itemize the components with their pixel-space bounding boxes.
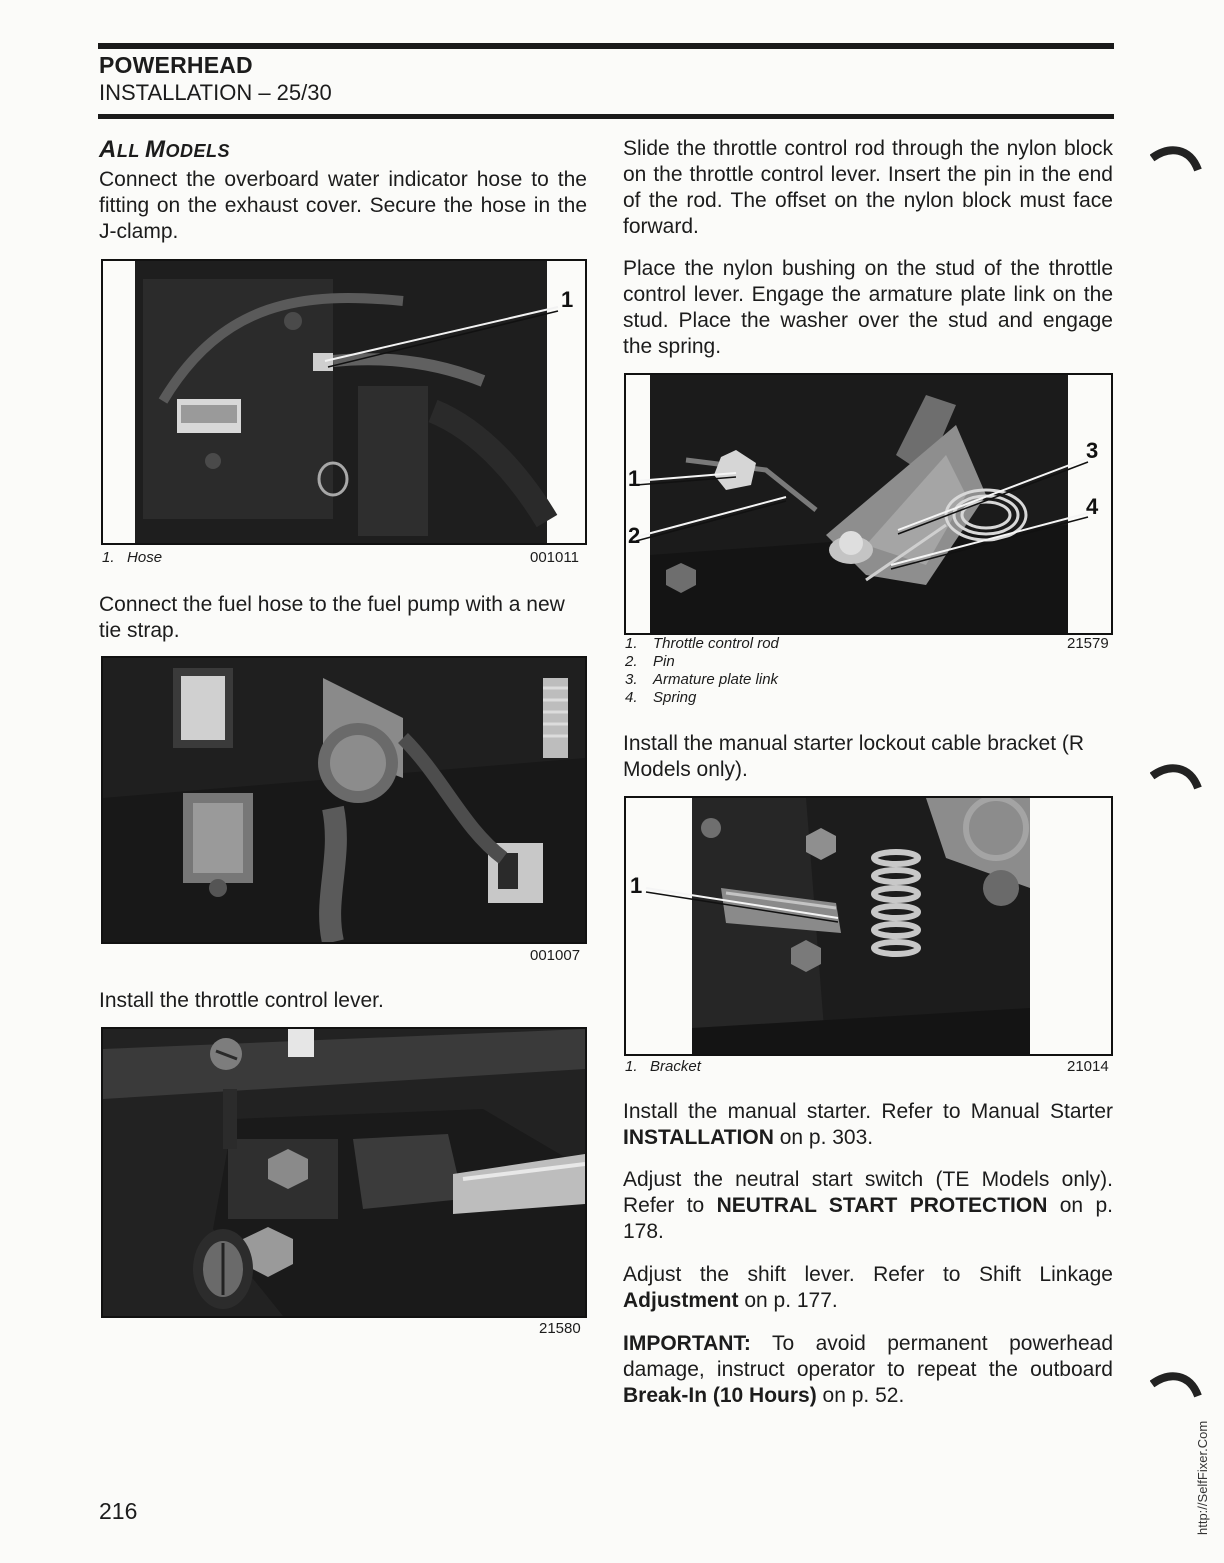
figure-hose-callout-1: 1 (561, 287, 574, 312)
figure-hose-caption: 1. Hose (102, 549, 163, 566)
binder-hole-mark (1150, 140, 1210, 190)
figure-fuel-pump-photo (101, 656, 587, 944)
figure-bracket-id: 21014 (1067, 1058, 1109, 1075)
binder-hole-mark (1150, 1366, 1210, 1416)
figure-throttle-rod-photo (624, 373, 1113, 635)
left-paragraph-3: Install the throttle control lever. (99, 989, 384, 1012)
header-rule-top (98, 43, 1114, 49)
right-paragraph-1: Slide the throttle control rod through the nylon block on the throttle control lever. Insert the pin in the end of the rod. The offset on the nylon block must face forward. (623, 137, 1113, 238)
right-paragraph-2: Place the nylon bushing on the stud of the throttle control lever. Engage the armature plate link on the stud. Place the washer over the stud and engage the spring. (623, 257, 1113, 358)
figure-bracket-callout-1: 1 (630, 873, 643, 898)
watermark-url: http://SelfFixer.Com (1195, 1420, 1210, 1535)
figure-throttle-rod-callout-2: 2 (628, 523, 641, 548)
binder-hole-mark (1150, 758, 1210, 808)
legend-item: 3. Armature plate link (625, 671, 779, 688)
figure-fuel-pump-id: 001007 (530, 947, 581, 964)
figure-throttle-rod-id: 21579 (1067, 635, 1109, 652)
figure-throttle-rod-callout-4: 4 (1086, 494, 1099, 519)
figure-throttle-rod-callout-1: 1 (628, 466, 641, 491)
page-number: 216 (99, 1498, 138, 1524)
section-heading: ALL MODELS (99, 136, 231, 163)
right-paragraph-4: Install the manual starter. Refer to Manual Starter INSTALLATION on p. 303. (623, 1100, 1113, 1149)
figure-throttle-lever-id: 21580 (539, 1320, 581, 1337)
legend-item: 4. Spring (625, 689, 697, 706)
left-paragraph-2: Connect the fuel hose to the fuel pump with a new tie strap. (99, 593, 565, 642)
figure-throttle-rod-legend (625, 635, 779, 707)
legend-item: 2. Pin (625, 653, 675, 670)
figure-throttle-rod-callout-3: 3 (1086, 438, 1099, 463)
left-paragraph-1: Connect the overboard water indicator hose to the fitting on the exhaust cover. Secure the hose in the J-clamp. (99, 168, 587, 243)
important-note: IMPORTANT: To avoid permanent powerhead damage, instruct operator to repeat the outboard Break-In (10 Hours) on p. 52. (623, 1332, 1113, 1407)
figure-hose-id: 001011 (530, 549, 579, 566)
figure-throttle-lever-photo (101, 1027, 587, 1318)
page-subtitle: INSTALLATION – 25/30 (99, 80, 332, 105)
figure-bracket-caption: 1. Bracket (625, 1058, 701, 1075)
right-paragraph-6: Adjust the shift lever. Refer to Shift Linkage Adjustment on p. 177. (623, 1263, 1113, 1312)
right-paragraph-5: Adjust the neutral start switch (TE Models only). Refer to NEUTRAL START PROTECTION on p. 178. (623, 1168, 1113, 1243)
legend-item: 1. Throttle control rod (625, 635, 779, 652)
right-paragraph-3: Install the manual starter lockout cable bracket (R Models only). (623, 732, 1085, 781)
figure-bracket-photo (624, 796, 1113, 1056)
page-title: POWERHEAD (99, 52, 253, 78)
figure-hose-photo (101, 259, 587, 545)
header-rule-bottom (98, 114, 1114, 119)
